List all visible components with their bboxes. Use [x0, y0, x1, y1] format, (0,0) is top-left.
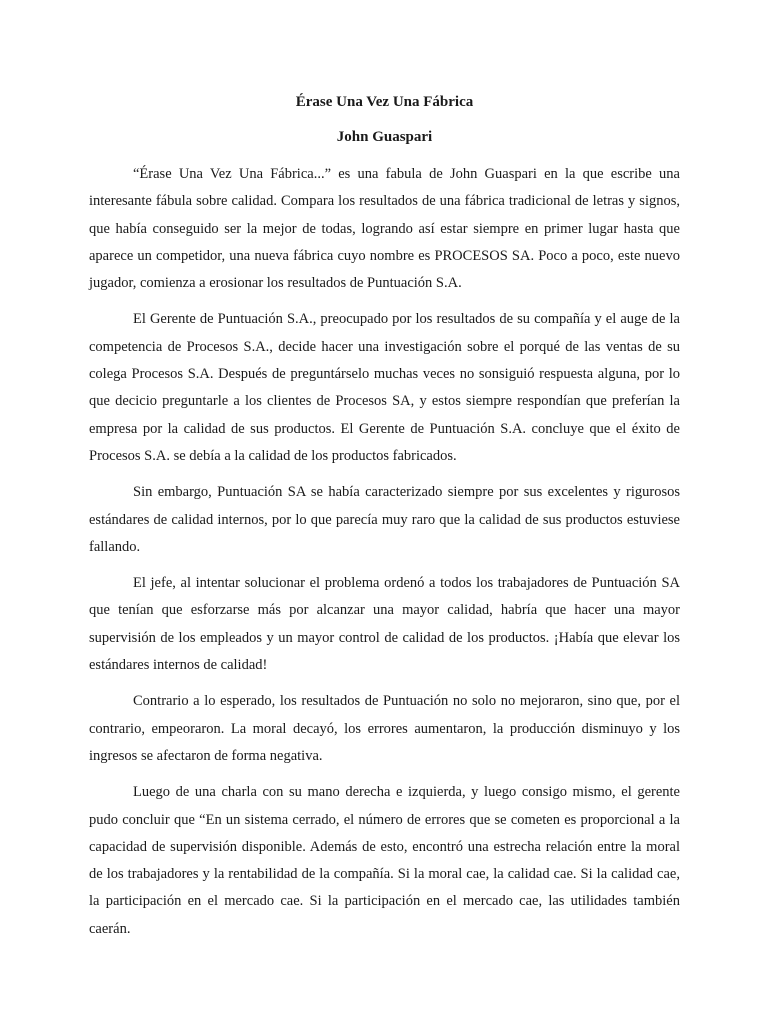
document-author: John Guaspari [336, 129, 433, 145]
paragraph-gerente-investigacion: El Gerente de Puntuación S.A., preocupado por los resultados de su compañía y el auge de la competencia de Procesos S.A., decide hacer una investigación sobre el porqué de las ventas de su colega Procesos S.A. Después de preguntárselo muchas veces no sonsiguió respuesta alguna, por lo que decicio preguntarle a los clientes de Procesos SA, y estos siempre respondían que preferían la empresa por la calidad de sus productos. El Gerente de Puntuación S.A. concluye que el éxito de Procesos S.A. se debía a la calidad de los productos fabricados. [89, 311, 680, 464]
paragraph-sin-embargo: Sin embargo, Puntuación SA se había caracterizado siempre por sus excelentes y rigurosos estándares de calidad internos, por lo que parecía muy raro que la calidad de sus productos estuviese fallando. [89, 484, 680, 555]
paragraph-jefe-ordeno: El jefe, al intentar solucionar el problema ordenó a todos los trabajadores de Puntuación SA que tenían que esforzarse más por alcanzar una mayor calidad, habría que hacer una mayor supervisión de los empleados y un mayor control de calidad de los productos. ¡Había que elevar los estándares internos de calidad! [89, 575, 680, 674]
paragraph-conclusion: Luego de una charla con su mano derecha e izquierda, y luego consigo mismo, el gerente pudo concluir que “En un sistema cerrado, el número de errores que se cometen es proporcional a la capacidad de supervisión disponible. Además de esto, encontró una estrecha relación entre la moral de los trabajadores y la rentabilidad de la compañía. Si la moral cae, la calidad cae. Si la calidad cae, la participación en el mercado cae. Si la participación en el mercado cae, las utilidades también caerán. [89, 784, 680, 937]
paragraph-contrario: Contrario a lo esperado, los resultados de Puntuación no solo no mejoraron, sino que, por el contrario, empeoraron. La moral decayó, los errores aumentaron, la producción disminuyo y los ingresos se afectaron de forma negativa. [89, 693, 680, 764]
document-title: Érase Una Vez Una Fábrica [295, 94, 474, 110]
paragraph-intro: “Érase Una Vez Una Fábrica...” es una fabula de John Guaspari en la que escribe una interesante fábula sobre calidad. Compara los resultados de una fábrica tradicional de letras y signos, que había conseguido ser la mejor de todas, logrando así estar siempre en primer lugar hasta que aparece un competidor, una nueva fábrica cuyo nombre es PROCESOS SA. Poco a poco, este nuevo jugador, comienza a erosionar los resultados de Puntuación S.A. [89, 166, 680, 292]
document-page [89, 92, 680, 952]
